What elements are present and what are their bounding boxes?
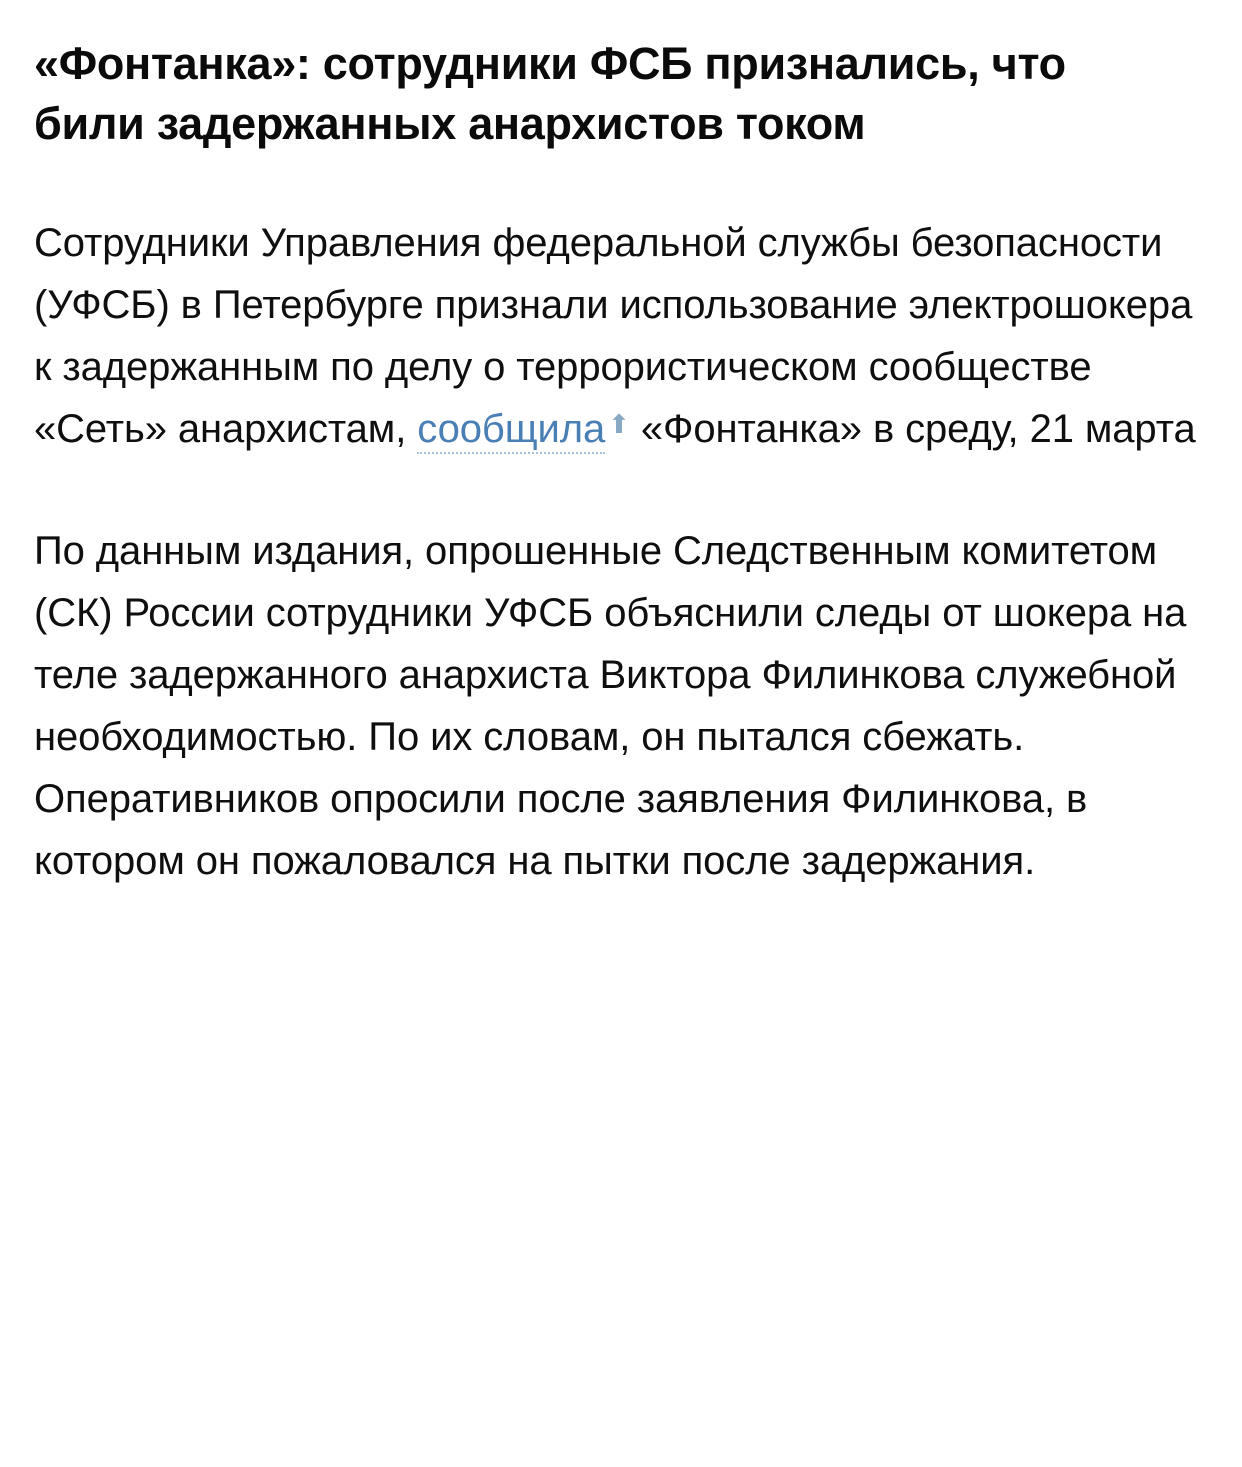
article-body: [34, 212, 1196, 892]
article-paragraph-1: [34, 212, 1196, 460]
paragraph-1-text-before-link: Сотрудники Управления федеральной службы безопасности (УФСБ) в Петербурге признали использование электрошокера к задержанным по делу о террористическом сообществе «Сеть» анархистам,: [34, 220, 1193, 451]
page-title: «Фонтанка»: сотрудники ФСБ признались, что били задержанных анархистов током: [34, 38, 1066, 149]
external-link-arrow-icon: ⬆: [608, 408, 630, 439]
fontanka-source-link[interactable]: сообщила: [417, 407, 605, 454]
article-paragraph-2: По данным издания, опрошенные Следственным комитетом (СК) России сотрудники УФСБ объяснили следы от шокера на теле задержанного анархиста Виктора Филинкова служебной необходимостью. По их словам, он пытался сбежать. Оперативников опросили после заявления Филинкова, в котором он пожаловался на пытки после задержания.: [34, 528, 1187, 883]
paragraph-1-text-after-link: «Фонтанка» в среду, 21 марта: [629, 406, 1196, 451]
